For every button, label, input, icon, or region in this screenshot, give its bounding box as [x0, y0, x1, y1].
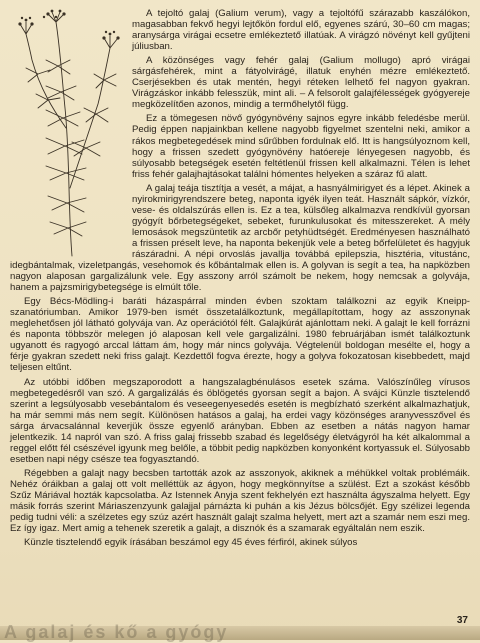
paragraph: A közönséges vagy fehér galaj (Galium mollugo) apró virágai sárgásfehérek, mint a fátyolvirágé, illatuk enyhén mézre emlékeztető. Cserjésekben és utak mentén, hegyi réteken lelhető fel nagyon gyakran. Virágzáskor inkább felesszük, mint ali. – A felsorolt galajfélességek gyógyereje megközelítően azonos, mindig a termőhelytől függ. [132, 55, 470, 111]
bottom-strip-text: A galaj és kő a gyógy [4, 622, 229, 642]
page-number: 37 [456, 615, 468, 626]
paragraph: A galaj teája tisztítja a vesét, a májat, a hasnyálmirigyet és a lépet. Akinek a nyirokmirigyrendszere beteg, naponta igyék ilyen teát. Használt sápkór, vízkór, vese- és oldalszúrás ellen is. Ez a tea, külsőleg alkalmazva rendkívül gyorsan gyógyít bőrbetegségeket, sebeket, furunkulusokat és mitesszereket. A mély lemosások megszüntetik az arcbőr petyhüdtségét. Eredményesen használható a frissen préselt leve, ha naponta bekenjük vele a beteg bőrfelületet és hagyjuk rászáradni. A népi orvoslás javallja továbbá epilepszia, hisztéria, vitustánc, idegbántalmak, vizeletpangás, vesehomok és kőbántalmak ellen is. A golyvan is segít a tea, ha napközben nagyon alaposan gargalizálunk vele. Egy asszony arról számolt be nekem, hogy nemcsak a golyvája, hanem a pajzsmirigybetegsége is elmúlt tőle. [10, 182, 470, 294]
paragraph: A tejoltó galaj (Galium verum), vagy a tejoltófű szárazabb kaszálókon, magasabban fekvő hegyi lejtőkön fordul elő, egyenes szárú, 30–60 cm magas; aranysárga virágai ecsetre emlékeztető illatúak. A virágzó növényt kell gyűjteni júliusban. [132, 8, 470, 53]
illustration-wrap-space [10, 8, 132, 260]
paragraph: Régebben a galajt nagy becsben tartották azok az asszonyok, akiknek a méhükkel voltak problémáik. Nehéz óráikban a galaj ott volt melléttük az ágyon, hogy megkönnyítse a szülést. Ezt a szokást később Szűz Máriával hozták kapcsolatba. Az Istennek Anyja szent fekhelyén ezt használta ágyszalma helyett. Egy másik forrás szerint Máriaszenzyunk galajjal párnázta ki puhán a kis Jézus bölcsőjét. Egy szélizei legenda pedig tudni véli: a szélzetes egy szúz azért használt galajt szalma helyett, mert azt a szamár nem eszi meg. Ez így igaz. Mert amig a tehenek szeretik a galajt, a disznók és a szamarak egyáltalán nem eszik. [10, 467, 470, 535]
paragraph: Egy Bécs-Mödling-i baráti házaspárral minden évben szoktam találkozni az egyik Kneipp-szanatóriumban. Amikor 1979-ben ismét összetalálkoztunk, megállapítottam, hogy az asszonynak meglehetősen jól látható golyvája van. Az operációtól félt. Galajkúrát ajánlottam neki. A galajt le kell forrázni és naponta többször melegen jó alaposan kell vele gargalizálni. 1980 februárjában ismét találkoztunk ugyanott és ragyogó arccal láttam ám, hogy már nincs golyvája. Végtelenül boldogan mesélte el, hogy a férje gyakran szedett neki friss galajt. Kezdettől fogva érezte, hogy a golyva fokozatosan kisebbedett, majd teljesen eltűnt. [10, 296, 470, 374]
paragraph: Az utóbbi időben megszaporodott a hangszalagbénulásos esetek száma. Valószínűleg vírusos megbetegedésről van szó. A gargalizálás és öblögetés gyorsan segít a bajon. A svájci Künzle tisztelendő szerint a legsúlyosabb vesebántalom és veseegenyesedés esetén is megbízható szerként alkalmazhatjuk, ha már semmi más nem segít. Különösen hatásos a galaj, ha erdei vagy közönséges aranyvesszővel és sárga árvacsalánnal keverjük össze egyenlő arányban. Ebben az esetben a nátás nagyon hamar jelentkezik. 14 napról van szó. A friss galaj frissebb szabad és legelőségy életvágyról ha két alkalommal a reggel előtt fél csészével igyunk meg belőle, a többit pedig napközben konyonként kortyassuk el. Súlyosabb esetben napi négy csésze tea fogyasztandó. [10, 376, 470, 465]
paragraph: Ez a tömegesen növő gyógynövény sajnos egyre inkább feledésbe merül. Pedig éppen napjainkban kellene nagyobb figyelmet szentelni neki, amikor a rákos megbetegedések mind sűrűbben fordulnak elő. Itt is hangsúlyoznom kell, hogy a frissen szedett gyógynövény hatóereje lényegesen nagyobb, és súlyosabb betegségek esetén feltétlenül frissen kell alkalmazni. Télen is lehet friss fehér galajhajtásokat találni hómentes helyeken a száraz fű alatt. [132, 113, 470, 180]
body-text [10, 8, 470, 548]
bottom-strip [0, 622, 480, 642]
paragraph: Künzle tisztelendő egyik írásában beszámol egy 45 éves férfiról, akinek súlyos [24, 537, 358, 549]
